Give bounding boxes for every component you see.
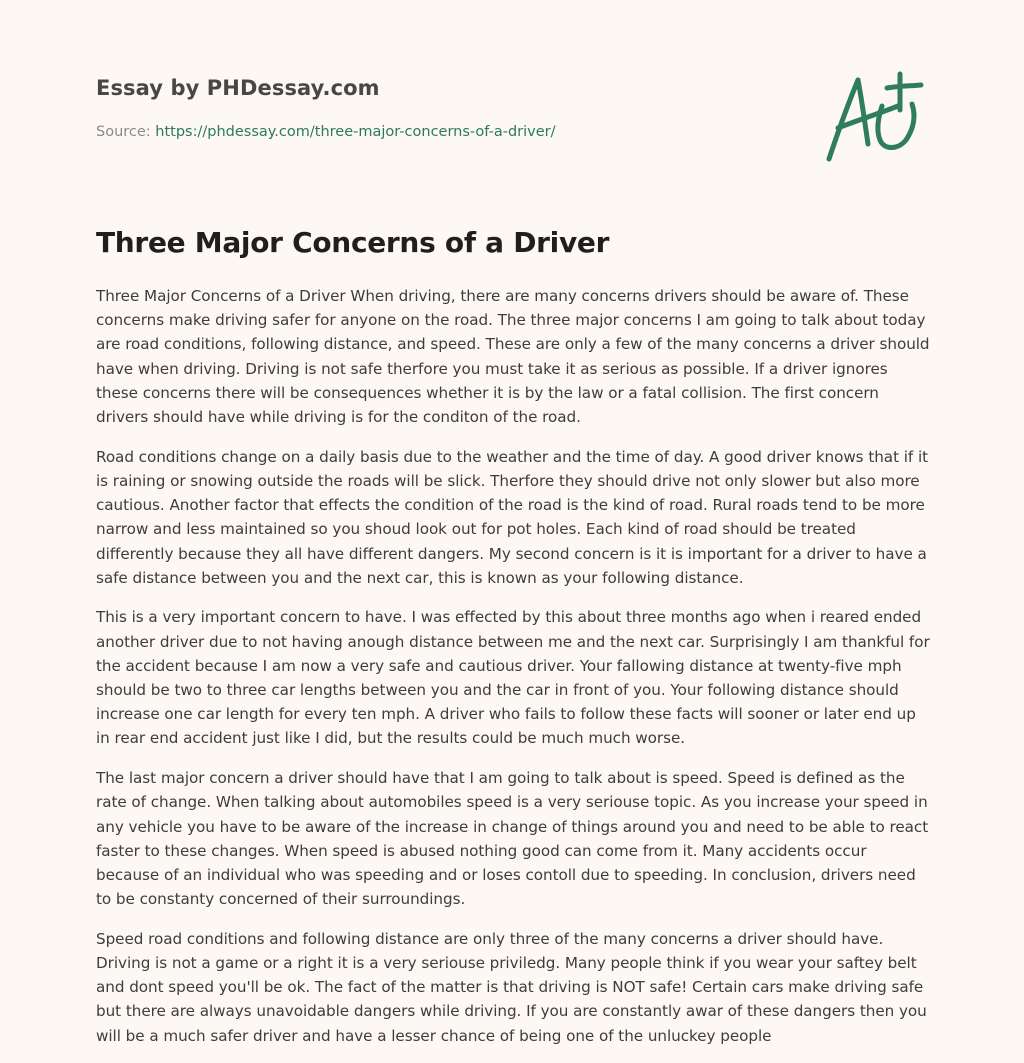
a-plus-logo-icon: [818, 66, 930, 166]
page-header: [96, 76, 928, 140]
brand-title: Essay by PHDessay.com: [96, 76, 380, 100]
source-label: Source:: [96, 124, 151, 140]
essay-body: [96, 284, 932, 1063]
essay-title: Three Major Concerns of a Driver: [96, 226, 610, 259]
essay-paragraph: The last major concern a driver should have that I am going to talk about is speed. Speed is defined as the rate of change. When talking about automobiles speed is a very seriouse topic. As you increase your speed in any vehicle you have to be aware of the increase in change of things around you and need to be able to react faster to these changes. When speed is abused nothing good can come from it. Many accidents occur because of an individual who was speeding and or loses contoll due to speeding. In conclusion, drivers need to be constanty concerned of their surroundings.: [96, 769, 929, 909]
essay-paragraph: Road conditions change on a daily basis due to the weather and the time of day. A good driver knows that if it is raining or snowing outside the roads will be slick. Therfore they should drive not only slower but also more cautious. Another factor that effects the condition of the road is the kind of road. Rural roads tend to be more narrow and less maintained so you shoud look out for pot holes. Each kind of road should be treated differently because they all have different dangers. My second concern is it is important for a driver to have a safe distance between you and the next car, this is known as your following distance.: [96, 447, 929, 587]
essay-paragraph: Three Major Concerns of a Driver When driving, there are many concerns drivers should be aware of. These concerns make driving safer for anyone on the road. The three major concerns I am going to talk about today are road conditions, following distance, and speed. These are only a few of the many concerns a driver should have when driving. Driving is not safe therfore you must take it as serious as possible. If a driver ignores these concerns there will be consequences whether it is by the law or a fatal collision. The first concern drivers should have while driving is for the conditon of the road.: [96, 287, 930, 427]
source-link[interactable]: https://phdessay.com/three-major-concerns-of-a-driver/: [155, 124, 556, 140]
essay-paragraph: Speed road conditions and following distance are only three of the many concerns a driver should have. Driving is not a game or a right it is a very seriouse priviledg. Many people think if you wear your saftey belt and dont speed you'll be ok. The fact of the matter is that driving is NOT safe! Certain cars make driving safe but there are always unavoidable dangers while driving. If you are constantly awar of these dangers then you will be a much safer driver and have a lesser chance of being one of the unluckey people: [96, 929, 927, 1045]
essay-paragraph: This is a very important concern to have. I was effected by this about three months ago when i reared ended another driver due to not having anough distance between me and the next car. Surprisingly I am thankful for the accident because I am now a very safe and cautious driver. Your fallowing distance at twenty-five mph should be two to three car lengths between you and the car in front of you. Your following distance should increase one car length for every ten mph. A driver who fails to follow these facts will sooner or later end up in rear end accident just like I did, but the results could be much much worse.: [96, 608, 930, 748]
source-line: [96, 124, 555, 140]
